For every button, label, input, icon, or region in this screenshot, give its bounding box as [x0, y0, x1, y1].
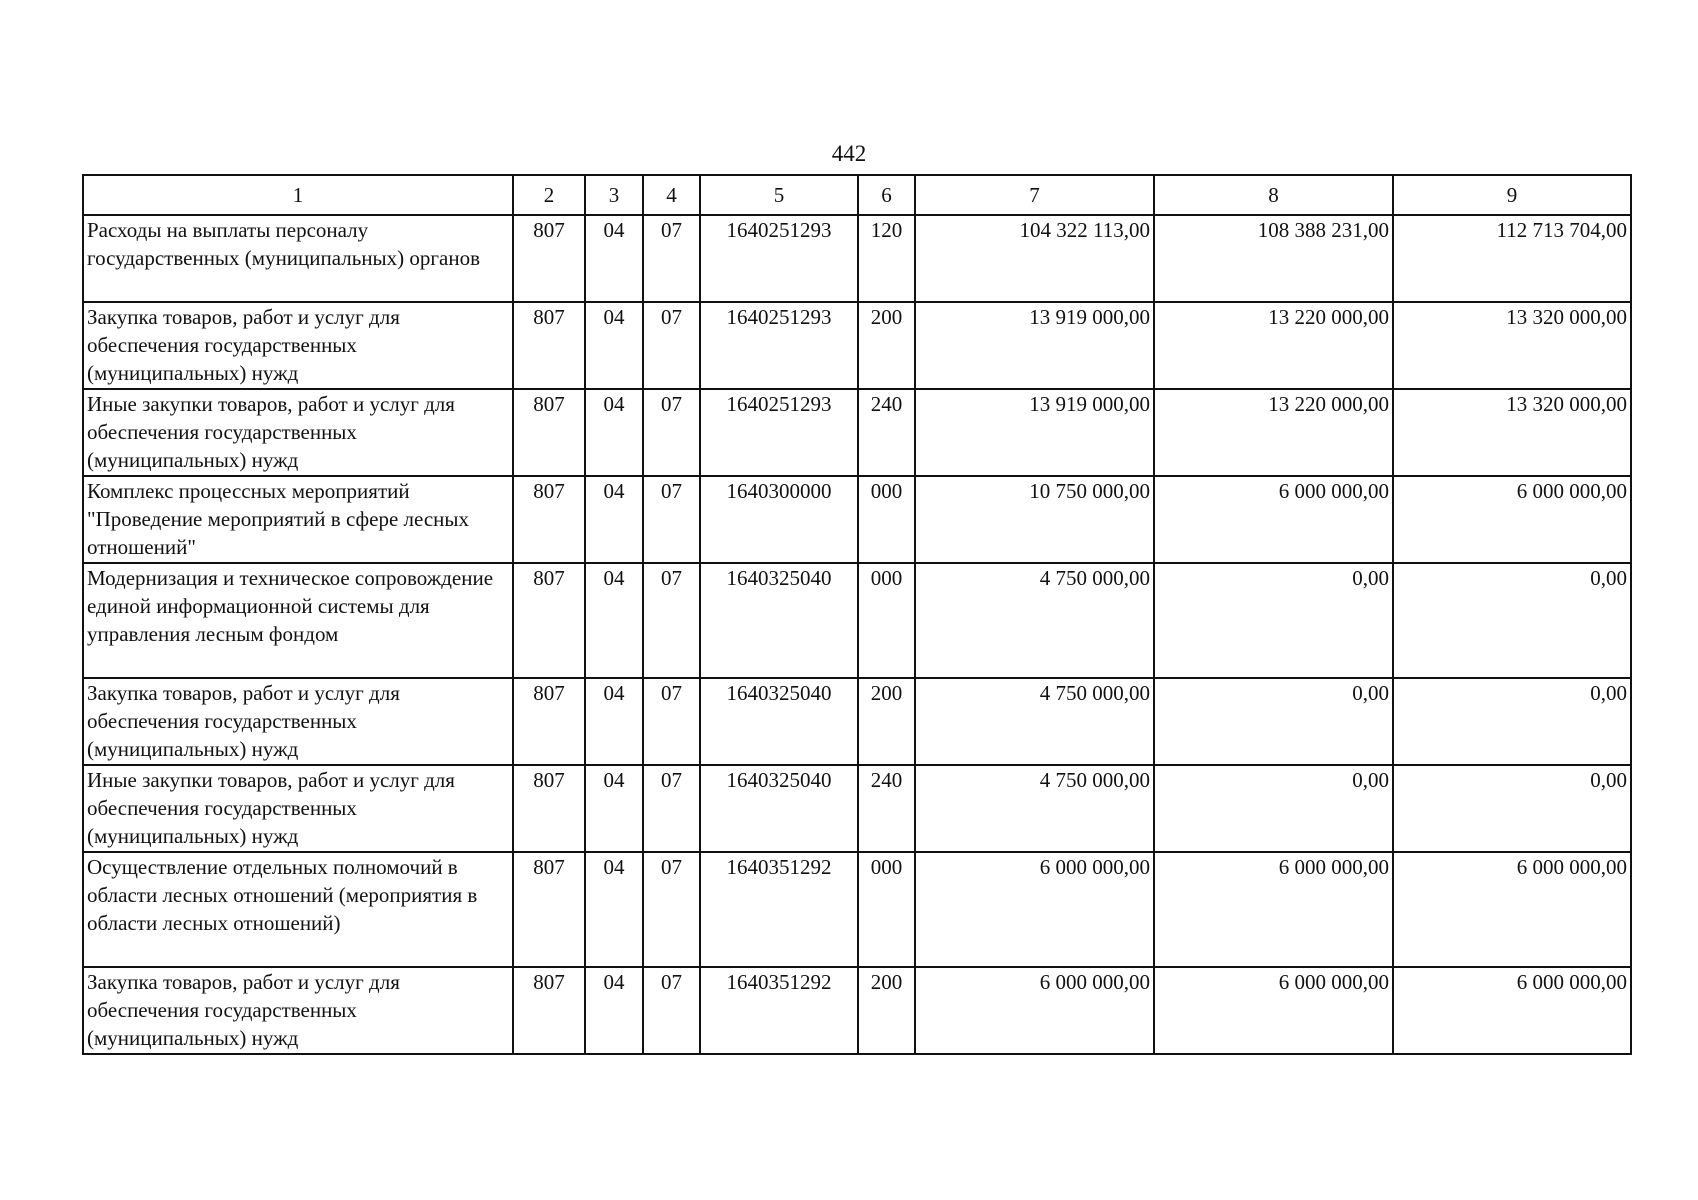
row-name: Закупка товаров, работ и услуг для обеспечения государственных (муниципальных) нужд: [83, 967, 513, 1054]
cell-amount-8: 108 388 231,00: [1154, 215, 1393, 302]
cell-code-4: 07: [643, 563, 700, 678]
cell-code-5: 1640325040: [700, 678, 858, 765]
column-header: 9: [1393, 175, 1631, 215]
cell-code-4: 07: [643, 765, 700, 852]
table-body: [83, 215, 1631, 1054]
cell-code-5: 1640300000: [700, 476, 858, 563]
cell-amount-9: 13 320 000,00: [1393, 302, 1631, 389]
column-header: 6: [858, 175, 915, 215]
table-header: [83, 175, 1631, 215]
cell-amount-7: 4 750 000,00: [915, 765, 1154, 852]
cell-code-5: 1640251293: [700, 389, 858, 476]
table-row: [83, 476, 1631, 563]
cell-amount-9: 6 000 000,00: [1393, 852, 1631, 967]
cell-amount-9: 0,00: [1393, 563, 1631, 678]
cell-code-3: 04: [585, 563, 643, 678]
budget-table: [82, 174, 1632, 1055]
column-header: 8: [1154, 175, 1393, 215]
row-name: Осуществление отдельных полномочий в области лесных отношений (мероприятия в области лесных отношений): [83, 852, 513, 967]
cell-amount-8: 13 220 000,00: [1154, 302, 1393, 389]
cell-amount-8: 6 000 000,00: [1154, 967, 1393, 1054]
cell-code-3: 04: [585, 765, 643, 852]
cell-code-2: 807: [513, 476, 585, 563]
table-row: [83, 852, 1631, 967]
cell-code-6: 120: [858, 215, 915, 302]
row-name: Комплекс процессных мероприятий "Проведение мероприятий в сфере лесных отношений": [83, 476, 513, 563]
table-row: [83, 302, 1631, 389]
cell-code-4: 07: [643, 389, 700, 476]
table-row: [83, 765, 1631, 852]
cell-amount-7: 13 919 000,00: [915, 302, 1154, 389]
table-row: [83, 389, 1631, 476]
column-header: 5: [700, 175, 858, 215]
cell-code-3: 04: [585, 852, 643, 967]
cell-code-4: 07: [643, 967, 700, 1054]
cell-amount-9: 13 320 000,00: [1393, 389, 1631, 476]
column-header: 1: [83, 175, 513, 215]
cell-code-3: 04: [585, 967, 643, 1054]
row-name: Иные закупки товаров, работ и услуг для обеспечения государственных (муниципальных) нужд: [83, 765, 513, 852]
cell-code-5: 1640251293: [700, 302, 858, 389]
row-name: Иные закупки товаров, работ и услуг для обеспечения государственных (муниципальных) нужд: [83, 389, 513, 476]
cell-code-5: 1640351292: [700, 852, 858, 967]
cell-code-2: 807: [513, 967, 585, 1054]
cell-code-4: 07: [643, 215, 700, 302]
cell-code-3: 04: [585, 476, 643, 563]
cell-code-2: 807: [513, 678, 585, 765]
cell-code-6: 240: [858, 765, 915, 852]
cell-code-5: 1640325040: [700, 765, 858, 852]
cell-code-4: 07: [643, 302, 700, 389]
cell-code-5: 1640351292: [700, 967, 858, 1054]
cell-amount-7: 6 000 000,00: [915, 967, 1154, 1054]
cell-amount-9: 0,00: [1393, 678, 1631, 765]
cell-code-6: 200: [858, 967, 915, 1054]
table-row: [83, 678, 1631, 765]
cell-code-6: 000: [858, 563, 915, 678]
cell-amount-7: 10 750 000,00: [915, 476, 1154, 563]
cell-code-6: 200: [858, 678, 915, 765]
cell-code-2: 807: [513, 563, 585, 678]
cell-code-6: 240: [858, 389, 915, 476]
page-number: 442: [831, 141, 867, 166]
cell-code-3: 04: [585, 302, 643, 389]
table-row: [83, 215, 1631, 302]
cell-code-6: 000: [858, 852, 915, 967]
column-header: 3: [585, 175, 643, 215]
cell-code-2: 807: [513, 215, 585, 302]
column-header: 7: [915, 175, 1154, 215]
cell-amount-8: 6 000 000,00: [1154, 852, 1393, 967]
cell-code-3: 04: [585, 389, 643, 476]
cell-amount-9: 112 713 704,00: [1393, 215, 1631, 302]
cell-amount-8: 0,00: [1154, 563, 1393, 678]
cell-amount-7: 6 000 000,00: [915, 852, 1154, 967]
cell-amount-8: 0,00: [1154, 765, 1393, 852]
row-name: Расходы на выплаты персоналу государственных (муниципальных) органов: [83, 215, 513, 302]
cell-code-6: 000: [858, 476, 915, 563]
cell-code-5: 1640251293: [700, 215, 858, 302]
cell-amount-9: 0,00: [1393, 765, 1631, 852]
cell-code-6: 200: [858, 302, 915, 389]
row-name: Модернизация и техническое сопровождение единой информационной системы для управления лесным фондом: [83, 563, 513, 678]
row-name: Закупка товаров, работ и услуг для обеспечения государственных (муниципальных) нужд: [83, 302, 513, 389]
cell-amount-7: 4 750 000,00: [915, 563, 1154, 678]
cell-amount-8: 13 220 000,00: [1154, 389, 1393, 476]
header-row: [83, 175, 1631, 215]
cell-amount-7: 104 322 113,00: [915, 215, 1154, 302]
row-name: Закупка товаров, работ и услуг для обеспечения государственных (муниципальных) нужд: [83, 678, 513, 765]
cell-code-2: 807: [513, 852, 585, 967]
cell-code-2: 807: [513, 389, 585, 476]
cell-code-2: 807: [513, 302, 585, 389]
cell-code-3: 04: [585, 215, 643, 302]
cell-code-4: 07: [643, 678, 700, 765]
table-row: [83, 967, 1631, 1054]
cell-amount-9: 6 000 000,00: [1393, 967, 1631, 1054]
column-header: 4: [643, 175, 700, 215]
cell-amount-8: 0,00: [1154, 678, 1393, 765]
cell-code-5: 1640325040: [700, 563, 858, 678]
cell-code-4: 07: [643, 476, 700, 563]
cell-code-2: 807: [513, 765, 585, 852]
cell-amount-7: 4 750 000,00: [915, 678, 1154, 765]
cell-amount-7: 13 919 000,00: [915, 389, 1154, 476]
column-header: 2: [513, 175, 585, 215]
cell-code-3: 04: [585, 678, 643, 765]
table-row: [83, 563, 1631, 678]
cell-amount-8: 6 000 000,00: [1154, 476, 1393, 563]
cell-amount-9: 6 000 000,00: [1393, 476, 1631, 563]
cell-code-4: 07: [643, 852, 700, 967]
